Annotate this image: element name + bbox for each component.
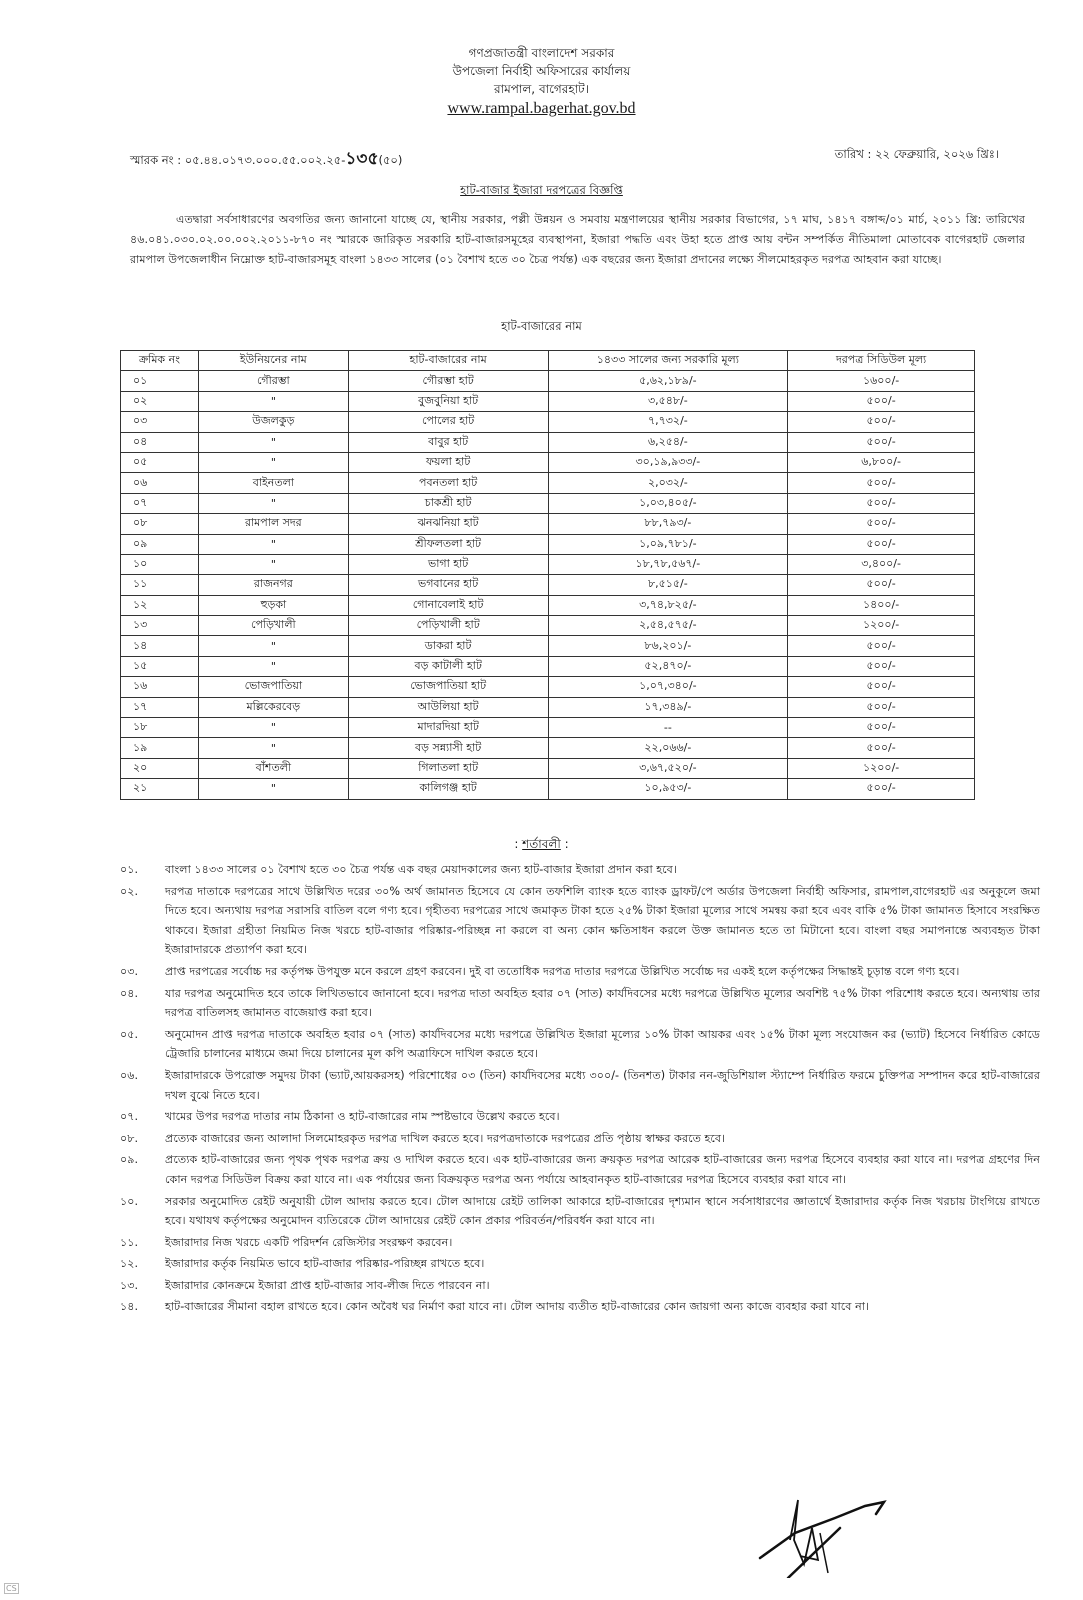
term-text: যার দরপত্র অনুমোদিত হবে তাকে লিখিতভাবে জানানো হবে। দরপত্র দাতা অবহিত হবার ০৭ (সাত) কার্যদিবসের মধ্যে দরপত্রে উল্লিখিত মূল্যের অবশিষ্ট ৭৫% টাকা পরিশোধ করতে হবে। অন্যথায় তার দরপত্র বাতিলসহ জামানত বাজেয়াপ্ত করা হবে। — [165, 986, 1040, 1020]
serial-cell: ১৪ — [121, 636, 199, 656]
notice-title: হাট-বাজার ইজারা দরপত্রের বিজ্ঞপ্তি — [460, 183, 623, 197]
govt-price-cell: ৬,২৫৪/- — [548, 432, 788, 452]
schedule-price-cell: ৫০০/- — [788, 514, 975, 534]
scanner-logo: CS — [6, 1584, 17, 1593]
schedule-price-cell: ৫০০/- — [788, 534, 975, 554]
term-text: ইজারাদার নিজ খরচে একটি পরিদর্শন রেজিস্টার সংরক্ষণ করবেন। — [165, 1235, 453, 1249]
govt-price-cell: ৮৬,২০১/- — [548, 636, 788, 656]
header-govt-price: ১৪৩৩ সালের জন্য সরকারি মূল্য — [548, 351, 788, 371]
serial-cell: ০৮ — [121, 514, 199, 534]
hat-name-cell: বড় সন্ন্যাসী হাট — [348, 738, 548, 758]
term-item — [120, 1233, 1040, 1253]
govt-price-cell: ৩,৫৪৮/- — [548, 391, 788, 411]
term-item — [120, 1150, 1040, 1189]
union-cell: হুড়কা — [198, 595, 348, 615]
serial-cell: ০৬ — [121, 473, 199, 493]
table-row — [121, 514, 975, 534]
hat-name-cell: চাকশ্রী হাট — [348, 493, 548, 513]
govt-price-cell: ৮৮,৭৯৩/- — [548, 514, 788, 534]
schedule-price-cell: ৫০০/- — [788, 391, 975, 411]
memo-handwritten-number: ১৩৫ — [345, 149, 379, 169]
term-item — [120, 1129, 1040, 1149]
table-row — [121, 371, 975, 391]
table-row — [121, 595, 975, 615]
term-text: ইজারাদার কর্তৃক নিয়মিত ভাবে হাট-বাজার পরিষ্কার-পরিচ্ছন্ন রাখতে হবে। — [165, 1257, 485, 1271]
govt-price-cell: ৩,৬৭,৫২০/- — [548, 758, 788, 778]
union-cell: " — [198, 636, 348, 656]
union-cell: " — [198, 554, 348, 574]
hat-name-cell: ভগবানের হাট — [348, 575, 548, 595]
term-number: ১৪. — [120, 1300, 139, 1314]
term-text: সরকার অনুমোদিত রেইট অনুযায়ী টোল আদায় করতে হবে। টোল আদায়ে রেইট তালিকা আকারে হাট-বাজারের দৃশ্যমান স্থানে সর্বসাধারণের জ্ঞাতার্থে ইজারাদার কর্তৃক নিজ খরচায় টাংগিয়ে রাখতে হবে। যথাযথ কর্তৃপক্ষের অনুমোদন ব্যতিরেকে টোল আদায়ের রেইট কোন প্রকার পরিবর্তন/পরিবর্ধন করা যাবে না। — [165, 1194, 1040, 1228]
union-cell: গৌরম্ভা — [198, 371, 348, 391]
union-cell: রাজনগর — [198, 575, 348, 595]
serial-cell: ১৭ — [121, 697, 199, 717]
term-item — [120, 1192, 1040, 1231]
term-number: ০২. — [120, 884, 139, 898]
header-schedule-price: দরপত্র সিডিউল মূল্য — [788, 351, 975, 371]
hat-name-cell: ফয়লা হাট — [348, 452, 548, 472]
schedule-price-cell: ৩,৪০০/- — [788, 554, 975, 574]
serial-cell: ১৮ — [121, 718, 199, 738]
union-cell: " — [198, 534, 348, 554]
union-cell: পেড়িখালী — [198, 616, 348, 636]
union-cell: " — [198, 779, 348, 799]
term-number: ১২. — [120, 1257, 139, 1271]
schedule-price-cell: ৫০০/- — [788, 779, 975, 799]
table-row — [121, 473, 975, 493]
term-text: প্রত্যেক বাজারের জন্য আলাদা সিলমোহরকৃত দরপত্র দাখিল করতে হবে। দরপত্রদাতাকে দরপত্রের প্রতি পৃষ্ঠায় স্বাক্ষর করতে হবে। — [165, 1131, 726, 1145]
serial-cell: ২০ — [121, 758, 199, 778]
govt-price-cell: ১৭,৩৪৯/- — [548, 697, 788, 717]
schedule-price-cell: ৫০০/- — [788, 697, 975, 717]
hat-name-cell: গৌরম্ভা হাট — [348, 371, 548, 391]
hat-name-cell: পেড়িখালী হাট — [348, 616, 548, 636]
hat-name-cell: গিলাতলা হাট — [348, 758, 548, 778]
term-text: খামের উপর দরপত্র দাতার নাম ঠিকানা ও হাট-বাজারের নাম স্পষ্টভাবে উল্লেখ করতে হবে। — [165, 1110, 560, 1124]
hat-name-cell: বুজবুনিয়া হাট — [348, 391, 548, 411]
serial-cell: ২১ — [121, 779, 199, 799]
serial-cell: ১১ — [121, 575, 199, 595]
serial-cell: ১৩ — [121, 616, 199, 636]
serial-cell: ০১ — [121, 371, 199, 391]
union-cell: " — [198, 738, 348, 758]
govt-price-cell: ৮,৫১৫/- — [548, 575, 788, 595]
serial-cell: ১৯ — [121, 738, 199, 758]
schedule-price-cell: ১৬০০/- — [788, 371, 975, 391]
memo-number — [130, 146, 402, 174]
header-hat-name: হাট-বাজারের নাম — [348, 351, 548, 371]
govt-price-cell: ১,০৭,৩৪০/- — [548, 677, 788, 697]
schedule-price-cell: ৫০০/- — [788, 575, 975, 595]
website-link[interactable]: www.rampal.bagerhat.gov.bd — [447, 100, 636, 117]
schedule-price-cell: ৫০০/- — [788, 473, 975, 493]
term-item — [120, 1297, 1040, 1317]
union-cell: " — [198, 391, 348, 411]
table-row — [121, 534, 975, 554]
govt-price-cell: ২,০৩২/- — [548, 473, 788, 493]
term-number: ১০. — [120, 1194, 139, 1208]
hat-name-cell: পবনতলা হাট — [348, 473, 548, 493]
govt-price-cell: ১,০৩,৪০৫/- — [548, 493, 788, 513]
hat-name-cell: বড় কাটালী হাট — [348, 656, 548, 676]
term-number: ১৩. — [120, 1278, 139, 1292]
govt-price-cell: ১০,৯৫৩/- — [548, 779, 788, 799]
govt-price-cell: ২,৫৪,৫৭৫/- — [548, 616, 788, 636]
term-number: ০১. — [120, 863, 139, 876]
office-header — [0, 44, 1083, 120]
table-row — [121, 738, 975, 758]
union-cell: মল্লিকেরবেড় — [198, 697, 348, 717]
term-number: ০৪. — [120, 986, 139, 1000]
memo-suffix: (৫০) — [378, 153, 403, 167]
schedule-price-cell: ৫০০/- — [788, 636, 975, 656]
hat-name-cell: মাদারদিয়া হাট — [348, 718, 548, 738]
term-item — [120, 1107, 1040, 1127]
memo-label: স্মারক নং : ০৫.৪৪.০১৭৩.০০০.৫৫.০০২.২৫- — [130, 153, 346, 167]
serial-cell: ১০ — [121, 554, 199, 574]
schedule-price-cell: ৫০০/- — [788, 656, 975, 676]
hat-name-cell: ঝনঝনিয়া হাট — [348, 514, 548, 534]
govt-price-cell: -- — [548, 718, 788, 738]
term-number: ০৮. — [120, 1131, 139, 1145]
hat-name-cell: ভোজপাতিয়া হাট — [348, 677, 548, 697]
union-cell: " — [198, 432, 348, 452]
union-cell: রামপাল সদর — [198, 514, 348, 534]
term-item — [120, 984, 1040, 1023]
header-union: ইউনিয়নের নাম — [198, 351, 348, 371]
hat-name-cell: ভাগা হাট — [348, 554, 548, 574]
terms-title: : শর্তাবলী : — [514, 837, 569, 851]
serial-cell: ০২ — [121, 391, 199, 411]
serial-cell: ০৯ — [121, 534, 199, 554]
term-text: প্রাপ্ত দরপত্রের সর্বোচ্চ দর কর্তৃপক্ষ উপযুক্ত মনে করলে গ্রহণ করবেন। দুই বা ততোধিক দরপত্র দাতার দরপত্রে উল্লিখিত সর্বোচ্চ দর একই হলে কর্তৃপক্ষের সিদ্ধান্তই চূড়ান্ত বলে গণ্য হবে। — [165, 964, 960, 978]
term-text: ইজারাদার কোনক্রমে ইজারা প্রাপ্ত হাট-বাজার সাব-লীজ দিতে পারবেন না। — [165, 1278, 490, 1292]
union-cell: বাইনতলা — [198, 473, 348, 493]
serial-cell: ০৩ — [121, 412, 199, 432]
govt-price-cell: ৩,৭৪,৮২৫/- — [548, 595, 788, 615]
serial-cell: ১৫ — [121, 656, 199, 676]
table-row — [121, 718, 975, 738]
schedule-price-cell: ৫০০/- — [788, 493, 975, 513]
union-cell: উজলকুড় — [198, 412, 348, 432]
header-serial: ক্রমিক নং — [121, 351, 199, 371]
term-text: প্রত্যেক হাট-বাজারের জন্য পৃথক পৃথক দরপত্র ক্রয় ও দাখিল করতে হবে। এক হাট-বাজারের জন্য ক্রয়কৃত দরপত্র আরেক হাট-বাজারের জন্য দরপত্র হিসেবে ব্যবহার করা যাবে না। দরপত্র গ্রহণের দিন কোন দরপত্র সিডিউল বিক্রয় করা যাবে না। এক পর্যায়ের জন্য বিক্রয়কৃত দরপত্র অন্য পর্যায়ে আহবানকৃত হাট-বাজারের দরপত্র হিসেবে ব্যবহার করা যাবে না। — [165, 1153, 1040, 1186]
hat-name-cell: পোলের হাট — [348, 412, 548, 432]
term-number: ০৭. — [120, 1110, 139, 1124]
hat-name-cell: কালিগঞ্জ হাট — [348, 779, 548, 799]
table-row — [121, 412, 975, 432]
union-cell: " — [198, 452, 348, 472]
term-text: অনুমোদন প্রাপ্ত দরপত্র দাতাকে অবহিত হবার ০৭ (সাত) কার্যদিবসের মধ্যে দরপত্রে উল্লিখিত ইজারা মূল্যের ১০% টাকা আয়কর এবং ১৫% টাকা মূল্য সংযোজন কর (ভ্যাট) হিসেবে নির্ধারিত কোডে ট্রেজারি চালানের মাধ্যমে জমা দিয়ে চালানের মূল কপি অত্রাফিসে দাখিল করতে হবে। — [165, 1027, 1040, 1061]
serial-cell: ১২ — [121, 595, 199, 615]
govt-price-cell: ৫২,৪৭০/- — [548, 656, 788, 676]
term-number: ০৫. — [120, 1027, 139, 1041]
govt-price-cell: ১,০৯,৭৮১/- — [548, 534, 788, 554]
hat-name-cell: শ্রীফলতলা হাট — [348, 534, 548, 554]
hat-name-cell: বাবুর হাট — [348, 432, 548, 452]
term-number: ১১. — [120, 1235, 139, 1249]
serial-cell: ০৪ — [121, 432, 199, 452]
hat-bazar-table — [120, 350, 975, 800]
notice-date: তারিখ : ২২ ফেব্রুয়ারি, ২০২৬ খ্রিঃ। — [834, 147, 999, 161]
serial-cell: ০৫ — [121, 452, 199, 472]
schedule-price-cell: ৬,৮০০/- — [788, 452, 975, 472]
term-item — [120, 1025, 1040, 1064]
term-item — [120, 962, 1040, 982]
term-number: ০৬. — [120, 1068, 139, 1082]
hat-name-cell: আউলিয়া হাট — [348, 697, 548, 717]
term-number: ০৯. — [120, 1153, 139, 1167]
serial-cell: ০৭ — [121, 493, 199, 513]
table-row — [121, 677, 975, 697]
table-row — [121, 636, 975, 656]
govt-name: গণপ্রজাতন্ত্রী বাংলাদেশ সরকার — [468, 46, 615, 60]
term-number: ০৩. — [120, 964, 139, 978]
table-row — [121, 616, 975, 636]
union-cell: " — [198, 718, 348, 738]
schedule-price-cell: ১২০০/- — [788, 616, 975, 636]
table-row — [121, 779, 975, 799]
term-text: ইজারাদারকে উপরোক্ত সমুদয় টাকা (ভ্যাট,আয়করসহ) পরিশোধের ০৩ (তিন) কার্যদিবসের মধ্যে ৩০০/- (তিনশত) টাকার নন-জুডিশিয়াল স্ট্যাম্পে নির্ধারিত ফরমে চুক্তিপত্র সম্পাদন করে হাট-বাজারের দখল বুঝে নিতে হবে। — [165, 1068, 1040, 1102]
terms-list — [120, 860, 1040, 1319]
term-item — [120, 860, 1040, 880]
office-name: উপজেলা নির্বাহী অফিসারের কার্যালয় — [452, 64, 631, 78]
term-text: বাংলা ১৪৩৩ সালের ০১ বৈশাখ হতে ৩০ চৈত্র পর্যন্ত এক বছর মেয়াদকালের জন্য হাট-বাজার ইজারা প্রদান করা হবে। — [165, 863, 677, 876]
table-row — [121, 554, 975, 574]
schedule-price-cell: ৫০০/- — [788, 432, 975, 452]
table-caption: হাট-বাজারের নাম — [501, 319, 582, 333]
schedule-price-cell: ৫০০/- — [788, 738, 975, 758]
union-cell: " — [198, 656, 348, 676]
table-row — [121, 697, 975, 717]
govt-price-cell: ৫,৬২,১৮৯/- — [548, 371, 788, 391]
table-row — [121, 656, 975, 676]
signature — [700, 1478, 900, 1578]
office-location: রামপাল, বাগেরহাট। — [494, 82, 589, 96]
intro-paragraph: এতদ্বারা সর্বসাধারণের অবগতির জন্য জানানো যাচ্ছে যে, স্থানীয় সরকার, পল্লী উন্নয়ন ও সমবায় মন্ত্রণালয়ের স্থানীয় সরকার বিভাগের, ১৭ মাঘ, ১৪১৭ বঙ্গাব্দ/০১ মার্চ, ২০১১ খ্রি: তারিখের ৪৬.০৪১.০৩০.০২.০০.০০২.২০১১-৮৭০ নং স্মারকে জারিকৃত সরকারি হাট-বাজারসমূহের ব্যবস্থাপনা, ইজারা পদ্ধতি এবং উহা হতে প্রাপ্ত আয় বন্টন সম্পর্কিত নীতিমালা মোতাবেক বাগেরহাট জেলার রামপাল উপজেলাধীন নিম্নোক্ত হাট-বাজারসমূহ বাংলা ১৪৩৩ সালের (০১ বৈশাখ হতে ৩০ চৈত্র পর্যন্ত) এক বছরের জন্য ইজারা প্রদানের লক্ষ্যে সীলমোহরকৃত দরপত্র আহবান করা যাচ্ছে। — [130, 213, 1025, 266]
serial-cell: ১৬ — [121, 677, 199, 697]
table-row — [121, 493, 975, 513]
table-header-row — [121, 351, 975, 371]
union-cell: " — [198, 493, 348, 513]
table-row — [121, 575, 975, 595]
schedule-price-cell: ৫০০/- — [788, 718, 975, 738]
term-text: দরপত্র দাতাকে দরপত্রের সাথে উল্লিখিত দরের ৩০% অর্থ জামানত হিসেবে যে কোন তফশিলি ব্যাংক হতে ব্যাংক ড্রাফট/পে অর্ডার উপজেলা নির্বাহী অফিসার, রামপাল,বাগেরহাট এর অনুকূলে জমা দিতে হবে। অন্যথায় দরপত্র সরাসরি বাতিল বলে গণ্য হবে। গৃহীতব্য দরপত্রের সাথে জমাকৃত টাকা হতে ২৫% টাকা ইজারা মূল্যের সাথে সমন্বয় করা হবে এবং বাকি ৫% টাকা জামানত হিসাবে সংরক্ষিত থাকবে। ইজারা গ্রহীতা নিয়মিত নিজ খরচে হাট-বাজার পরিষ্কার-পরিচ্ছন্ন না করলে বা অন্য কোন ক্ষতিসাধন করলে উক্ত জামানত হতে তা মিটানো হবে। বাংলা বছর সমাপনান্তে অব্যবহৃত টাকা ইজারাদারকে প্রত্যার্পণ করা হবে। — [165, 884, 1040, 957]
schedule-price-cell: ১৪০০/- — [788, 595, 975, 615]
table-row — [121, 758, 975, 778]
govt-price-cell: ১৮,৭৮,৫৬৭/- — [548, 554, 788, 574]
schedule-price-cell: ১২০০/- — [788, 758, 975, 778]
hat-name-cell: ডাকরা হাট — [348, 636, 548, 656]
term-item — [120, 1254, 1040, 1274]
govt-price-cell: ৭,৭৩২/- — [548, 412, 788, 432]
term-item — [120, 1066, 1040, 1105]
govt-price-cell: ৩০,১৯,৯৩৩/- — [548, 452, 788, 472]
term-item — [120, 1276, 1040, 1296]
union-cell: ভোজপাতিয়া — [198, 677, 348, 697]
union-cell: বাঁশতলী — [198, 758, 348, 778]
table-row — [121, 452, 975, 472]
table-row — [121, 391, 975, 411]
schedule-price-cell: ৫০০/- — [788, 677, 975, 697]
term-item — [120, 882, 1040, 960]
schedule-price-cell: ৫০০/- — [788, 412, 975, 432]
hat-name-cell: গোনাবেলাই হাট — [348, 595, 548, 615]
table-row — [121, 432, 975, 452]
govt-price-cell: ২২,০৬৬/- — [548, 738, 788, 758]
term-text: হাট-বাজারের সীমানা বহাল রাখতে হবে। কোন অবৈধ ঘর নির্মাণ করা যাবে না। টোল আদায় ব্যতীত হাট-বাজারের কোন জায়গা অন্য কাজে ব্যবহার করা যাবে না। — [165, 1300, 869, 1314]
